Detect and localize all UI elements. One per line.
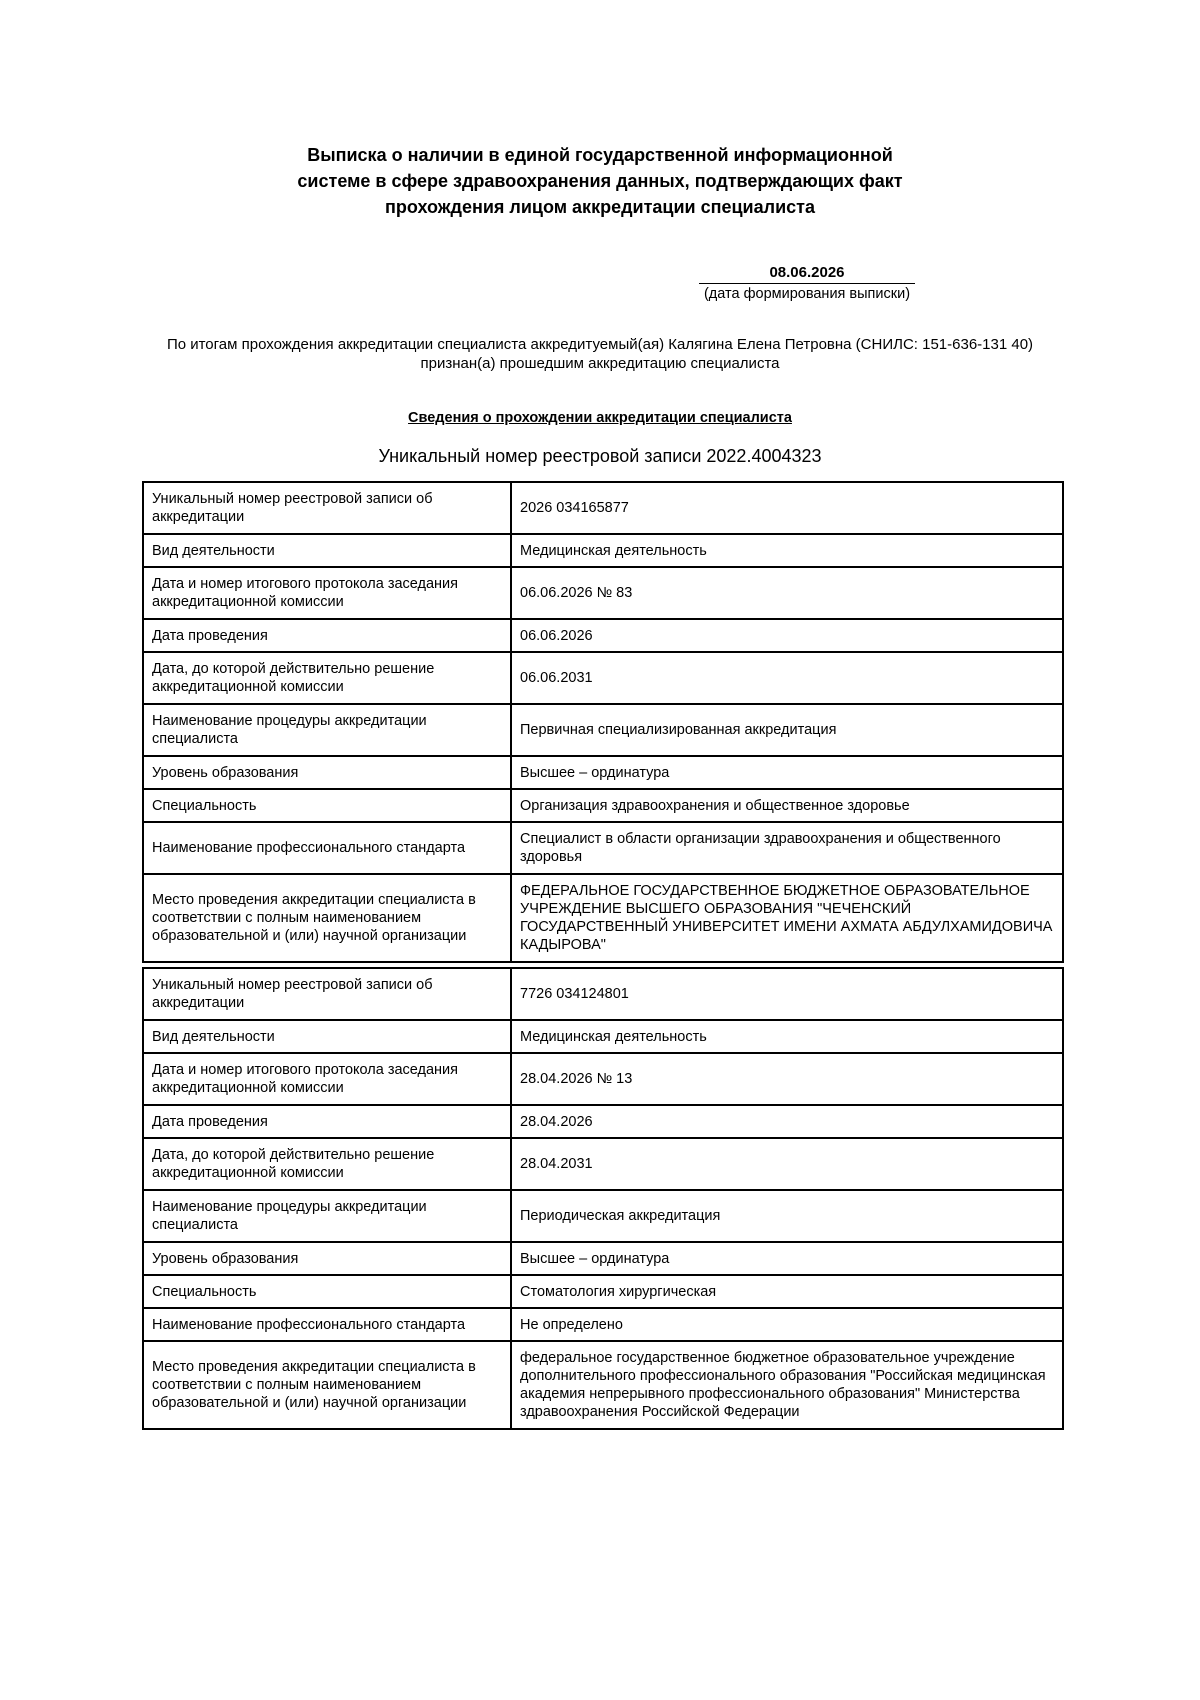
row-value: 28.04.2026 № 13 <box>511 1053 1063 1105</box>
row-label: Специальность <box>143 1275 511 1308</box>
table-row <box>143 652 1063 704</box>
title-line: системе в сфере здравоохранения данных, подтверждающих факт <box>297 171 903 191</box>
table-row <box>143 1190 1063 1242</box>
row-value: 06.06.2026 № 83 <box>511 567 1063 619</box>
table-row <box>143 567 1063 619</box>
table-row <box>143 1341 1063 1429</box>
row-label: Дата и номер итогового протокола заседания аккредитационной комиссии <box>143 1053 511 1105</box>
row-value: 28.04.2031 <box>511 1138 1063 1190</box>
table-row <box>143 1242 1063 1275</box>
table-row <box>143 1053 1063 1105</box>
row-label: Наименование процедуры аккредитации специалиста <box>143 1190 511 1242</box>
row-value: Первичная специализированная аккредитация <box>511 704 1063 756</box>
registry-heading: Уникальный номер реестровой записи 2022.4004323 <box>378 446 822 466</box>
table-row <box>143 619 1063 652</box>
table-row <box>143 1308 1063 1341</box>
table-row <box>143 482 1063 534</box>
issue-date: 08.06.2026 <box>699 264 915 284</box>
row-value: 06.06.2026 <box>511 619 1063 652</box>
row-value: Стоматология хирургическая <box>511 1275 1063 1308</box>
row-label: Наименование профессионального стандарта <box>143 822 511 874</box>
row-label: Уровень образования <box>143 756 511 789</box>
title-line: прохождения лицом аккредитации специалиста <box>385 197 815 217</box>
intro-line: По итогам прохождения аккредитации специалиста аккредитуемый(ая) Калягина Елена Петровна (СНИЛС: 151-636-131 40) <box>166 336 1034 353</box>
row-label: Уровень образования <box>143 1242 511 1275</box>
row-value: федеральное государственное бюджетное образовательное учреждение дополнительного профессионального образования "Российская медицинская академия непрерывного профессионального образования" Министерства здравоохранения Российской Федерации <box>511 1341 1063 1429</box>
intro-paragraph <box>120 335 1080 373</box>
table-row <box>143 534 1063 567</box>
row-label: Дата, до которой действительно решение аккредитационной комиссии <box>143 652 511 704</box>
row-label: Дата проведения <box>143 1105 511 1138</box>
row-label: Место проведения аккредитации специалиста в соответствии с полным наименованием образовательной и (или) научной организации <box>143 874 511 962</box>
issue-date-block <box>699 264 915 304</box>
row-value: ФЕДЕРАЛЬНОЕ ГОСУДАРСТВЕННОЕ БЮДЖЕТНОЕ ОБРАЗОВАТЕЛЬНОЕ УЧРЕЖДЕНИЕ ВЫСШЕГО ОБРАЗОВАНИЯ "ЧЕЧЕНСКИЙ ГОСУДАРСТВЕННЫЙ УНИВЕРСИТЕТ ИМЕНИ АХМАТА АБДУЛХАМИДОВИЧА КАДЫРОВА" <box>511 874 1063 962</box>
row-value: Специалист в области организации здравоохранения и общественного здоровья <box>511 822 1063 874</box>
document-title <box>250 142 950 220</box>
table-row <box>143 874 1063 962</box>
title-line: Выписка о наличии в единой государственной информационной <box>307 145 893 165</box>
row-value: Медицинская деятельность <box>511 1020 1063 1053</box>
table-row <box>143 1138 1063 1190</box>
row-label: Наименование профессионального стандарта <box>143 1308 511 1341</box>
row-value: 7726 034124801 <box>511 968 1063 1020</box>
row-label: Наименование процедуры аккредитации специалиста <box>143 704 511 756</box>
row-label: Дата проведения <box>143 619 511 652</box>
row-label: Дата, до которой действительно решение аккредитационной комиссии <box>143 1138 511 1190</box>
row-label: Место проведения аккредитации специалиста в соответствии с полным наименованием образовательной и (или) научной организации <box>143 1341 511 1429</box>
row-value: Периодическая аккредитация <box>511 1190 1063 1242</box>
table-row <box>143 822 1063 874</box>
row-label: Вид деятельности <box>143 1020 511 1053</box>
table-row <box>143 968 1063 1020</box>
row-value: Высшее – ординатура <box>511 756 1063 789</box>
table-row <box>143 704 1063 756</box>
row-value: 28.04.2026 <box>511 1105 1063 1138</box>
table-row <box>143 789 1063 822</box>
table-row <box>143 756 1063 789</box>
row-label: Дата и номер итогового протокола заседания аккредитационной комиссии <box>143 567 511 619</box>
accreditation-record-table <box>142 967 1064 1430</box>
row-value: Медицинская деятельность <box>511 534 1063 567</box>
row-value: 06.06.2031 <box>511 652 1063 704</box>
row-label: Специальность <box>143 789 511 822</box>
table-row <box>143 1275 1063 1308</box>
row-value: Не определено <box>511 1308 1063 1341</box>
table-row <box>143 1105 1063 1138</box>
issue-date-caption: (дата формирования выписки) <box>703 286 911 302</box>
section-heading: Сведения о прохождении аккредитации специалиста <box>408 410 792 426</box>
intro-line: признан(а) прошедшим аккредитацию специалиста <box>420 355 780 372</box>
row-value: Высшее – ординатура <box>511 1242 1063 1275</box>
row-label: Уникальный номер реестровой записи об аккредитации <box>143 968 511 1020</box>
accreditation-record-table <box>142 481 1064 963</box>
row-value: 2026 034165877 <box>511 482 1063 534</box>
row-value: Организация здравоохранения и общественное здоровье <box>511 789 1063 822</box>
row-label: Вид деятельности <box>143 534 511 567</box>
table-row <box>143 1020 1063 1053</box>
row-label: Уникальный номер реестровой записи об аккредитации <box>143 482 511 534</box>
